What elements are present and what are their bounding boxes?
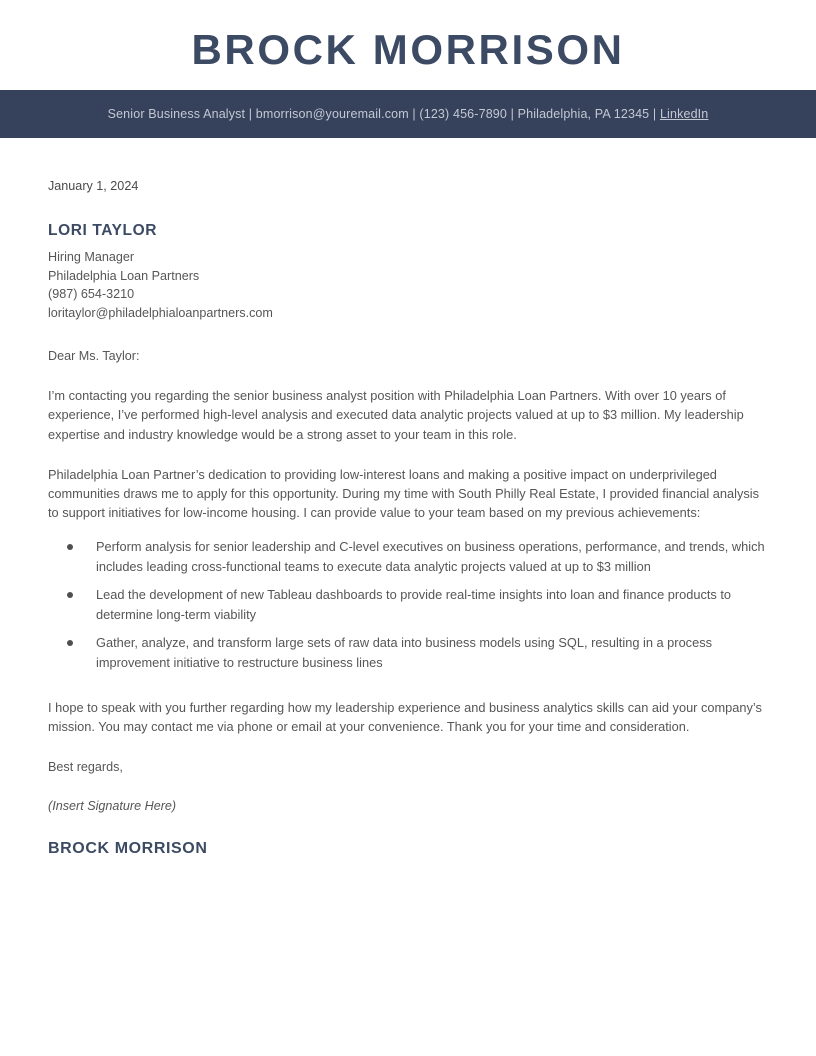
recipient-name: LORI TAYLOR — [48, 222, 158, 239]
signature-placeholder: (Insert Signature Here) — [48, 799, 177, 814]
candidate-name: BROCK MORRISON — [191, 26, 625, 73]
letter-body — [0, 138, 816, 859]
linkedin-link[interactable]: LinkedIn — [659, 107, 709, 121]
contact-line — [108, 106, 709, 122]
body-paragraph-2: Philadelphia Loan Partner’s dedication to providing low-interest loans and making a positive impact on underprivileged communities draws me to apply for this opportunity. During my time with South Philly Real Estate, I provided financial analysis to support initiatives for low-income housing. I can provide value to your team based on my previous achievements: — [48, 466, 760, 521]
salutation: Dear Ms. Taylor: — [48, 349, 140, 363]
closing-paragraph: I hope to speak with you further regarding how my leadership experience and business analytics skills can aid your company’s mission. You may contact me via phone or email at your convenience. Thank you for your time and consideration. — [48, 699, 762, 735]
body-paragraph-1: I’m contacting you regarding the senior business analyst position with Philadelphia Loan Partners. With over 10 years of experience, I’ve performed high-level analysis and executed data analytic projects valued at up to $3 million. My leadership expertise and industry knowledge would be a strong asset to your team in this role. — [48, 388, 744, 442]
letterhead — [0, 0, 816, 90]
list-item — [48, 585, 768, 626]
list-item — [48, 633, 768, 674]
contact-details-text: Senior Business Analyst | bmorrison@youremail.com | (123) 456-7890 | Philadelphia, PA 12345 | — [107, 107, 660, 121]
list-item — [48, 537, 768, 578]
bullet-icon — [67, 544, 73, 550]
recipient-phone: (987) 654-3210 — [48, 287, 135, 301]
achievements-list — [48, 523, 768, 674]
recipient-company: Philadelphia Loan Partners — [48, 268, 200, 283]
bullet-icon — [67, 640, 73, 646]
achievement-text: Gather, analyze, and transform large sets of raw data into business models using SQL, resulting in a process improvement initiative to restructure business lines — [96, 634, 712, 671]
recipient-job-title: Hiring Manager — [48, 250, 135, 264]
recipient-email: loritaylor@philadelphialoanpartners.com — [48, 305, 273, 320]
recipient-block — [48, 221, 768, 322]
signoff: Best regards, — [48, 760, 123, 775]
contact-band — [0, 90, 816, 138]
achievement-text: Perform analysis for senior leadership and C-level executives on business operations, performance, and trends, which includes leading cross-functional teams to execute data analytic projects valued at up to $3 million — [96, 538, 765, 575]
bullet-icon — [67, 592, 73, 598]
achievement-text: Lead the development of new Tableau dashboards to provide real-time insights into loan and finance products to determine long-term viability — [96, 586, 732, 623]
signer-name: BROCK MORRISON — [48, 840, 208, 858]
letter-date: January 1, 2024 — [48, 179, 139, 193]
